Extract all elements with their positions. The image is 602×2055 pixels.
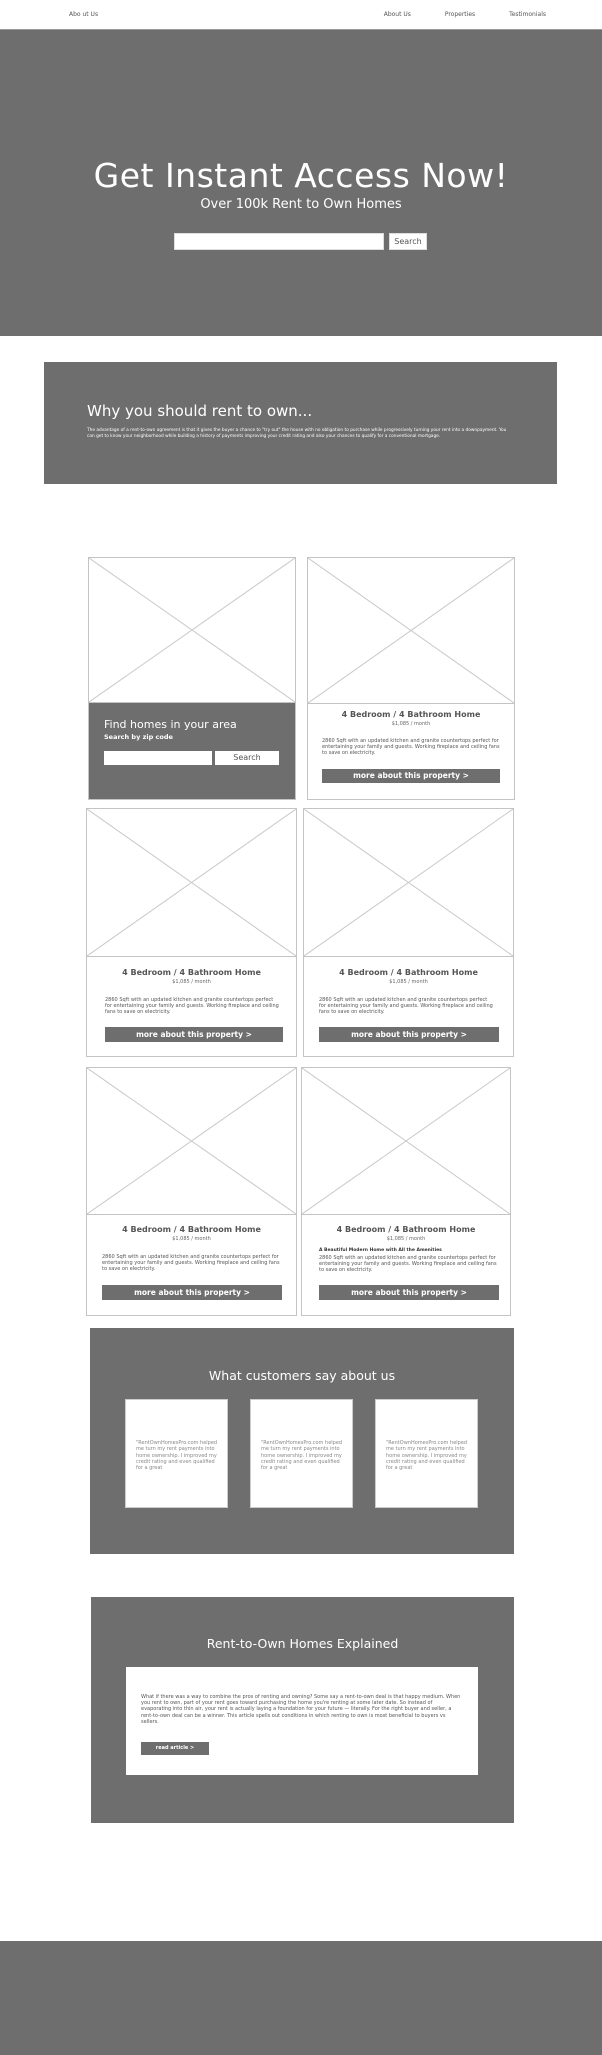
listing-title: 4 Bedroom / 4 Bathroom Home <box>336 1225 476 1234</box>
article-preview <box>126 1667 478 1775</box>
testimonial-card <box>125 1399 228 1508</box>
why-rent-section <box>44 362 557 484</box>
listing-description: 2860 Sqft with an updated kitchen and granite countertops perfect for entertaining your family and guests. Working fireplace and ceiling fans to save on electricity. <box>102 1254 280 1273</box>
nav-item-about[interactable]: About Us <box>383 11 411 18</box>
read-article-button[interactable]: read article > <box>141 1742 209 1755</box>
listing-card <box>86 808 297 1057</box>
listing-price: $1,085 / month <box>391 721 431 727</box>
listing-highlight: A Beautiful Modern Home with All the Amenities <box>319 1248 442 1253</box>
find-homes-panel <box>89 703 295 799</box>
testimonial-card <box>250 1399 353 1508</box>
testimonial-text: "RentOwnHomesPro.com helped me turn my rent payments into home ownership. I improved my credit rating and even qualified for a great <box>386 1440 468 1472</box>
listing-card <box>86 1067 297 1316</box>
footer <box>0 1941 602 2055</box>
listing-title: 4 Bedroom / 4 Bathroom Home <box>122 968 261 977</box>
nav-item-testimonials[interactable]: Testimonials <box>509 11 546 18</box>
listing-title: 4 Bedroom / 4 Bathroom Home <box>122 1225 261 1234</box>
hero-search-input[interactable] <box>174 233 384 250</box>
top-nav <box>0 0 602 30</box>
testimonial-text: "RentOwnHomesPro.com helped me turn my rent payments into home ownership. I improved my credit rating and even qualified for a great <box>136 1440 218 1472</box>
nav-about-link[interactable]: Abo ut Us <box>69 11 99 18</box>
image-placeholder <box>87 809 296 957</box>
listing-price: $1,085 / month <box>172 1236 211 1242</box>
listing-description: 2860 Sqft with an updated kitchen and granite countertops perfect for entertaining your family and guests. Working fireplace and ceiling fans to save on electricity. <box>105 997 279 1016</box>
hero-section <box>0 30 602 336</box>
listing-card <box>303 808 514 1057</box>
listing-price: $1,085 / month <box>389 979 428 985</box>
testimonials-title: What customers say about us <box>208 1368 396 1383</box>
hero-search-button[interactable]: Search <box>389 233 427 250</box>
listing-price: $1,085 / month <box>172 979 211 985</box>
testimonial-card <box>375 1399 478 1508</box>
find-homes-title: Find homes in your area <box>104 718 237 731</box>
image-placeholder <box>304 809 513 957</box>
nav-item-properties[interactable]: Properties <box>444 11 476 18</box>
listing-price: $1,085 / month <box>386 1236 426 1242</box>
zip-search-button[interactable]: Search <box>215 751 279 765</box>
why-body: The advantage of a rent-to-own agreement is that it gives the buyer a chance to "try out" the house with no obligation to purchase while progressively turning your rent into a downpayment. You can get to know your neighborhood while building a history of payments improving your credit rating and also your chances to qualify for a conventional mortgage. <box>87 428 507 439</box>
image-placeholder <box>302 1068 510 1215</box>
more-about-property-button[interactable]: more about this property > <box>322 769 500 783</box>
zip-code-input[interactable] <box>104 751 212 765</box>
listing-description: 2860 Sqft with an updated kitchen and granite countertops perfect for entertaining your family and guests. Working fireplace and ceiling fans to save on electricity. <box>322 738 500 757</box>
testimonial-text: "RentOwnHomesPro.com helped me turn my rent payments into home ownership. I improved my credit rating and even qualified for a great <box>261 1440 343 1472</box>
why-title: Why you should rent to own... <box>87 402 313 420</box>
more-about-property-button[interactable]: more about this property > <box>105 1027 283 1042</box>
listing-description: 2860 Sqft with an updated kitchen and granite countertops perfect for entertaining your family and guests. Working fireplace and ceiling fans to save on electricity. <box>319 997 493 1016</box>
listing-card <box>301 1067 511 1316</box>
listing-title: 4 Bedroom / 4 Bathroom Home <box>339 968 478 977</box>
listing-card <box>307 557 515 800</box>
testimonials-section <box>90 1328 514 1554</box>
find-homes-card <box>88 557 296 800</box>
article-excerpt: What if there was a way to combine the pros of renting and owning? Some say a rent-to-own deal is that happy medium. When you rent to own, part of your rent goes toward purchasing the home you're renting at some later date. So instead of evaporating into thin air, your rent is actually laying a foundation for your future — literally. For the right buyer and seller, a rent-to-own deal can be a winner. This article spells out conditions in which renting to own is most beneficial to buyers vs sellers. <box>141 1694 461 1725</box>
more-about-property-button[interactable]: more about this property > <box>319 1285 499 1300</box>
image-placeholder <box>308 558 514 704</box>
explained-title: Rent-to-Own Homes Explained <box>206 1636 399 1651</box>
listing-title: 4 Bedroom / 4 Bathroom Home <box>341 710 481 719</box>
image-placeholder <box>89 558 295 703</box>
hero-subtitle: Over 100k Rent to Own Homes <box>200 197 402 212</box>
more-about-property-button[interactable]: more about this property > <box>102 1285 282 1300</box>
listing-description: 2860 Sqft with an updated kitchen and granite countertops perfect for entertaining your family and guests. Working fireplace and ceiling fans to save on electricity. <box>319 1255 497 1274</box>
nav-links <box>352 11 546 18</box>
image-placeholder <box>87 1068 296 1215</box>
find-homes-subtitle: Search by zip code <box>104 733 173 741</box>
hero-title: Get Instant Access Now! <box>93 156 509 195</box>
more-about-property-button[interactable]: more about this property > <box>319 1027 499 1042</box>
rent-to-own-explained-section <box>91 1597 514 1823</box>
